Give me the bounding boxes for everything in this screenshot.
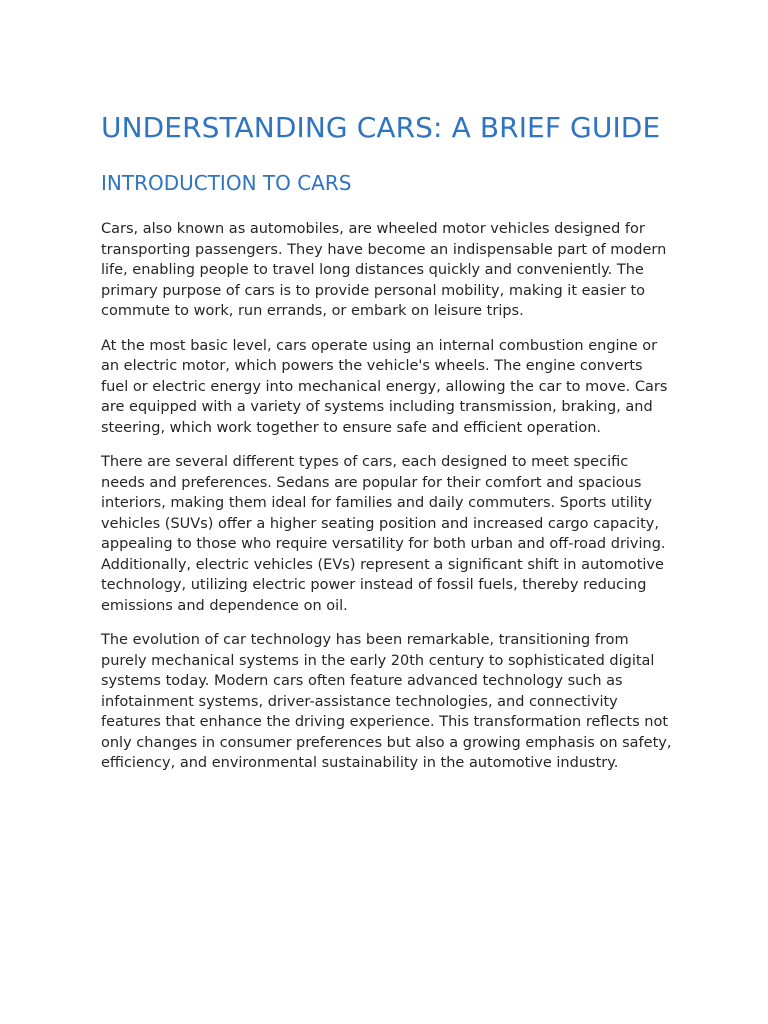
paragraph-operation: At the most basic level, cars operate using an internal combustion engine or an electric motor, which powers the vehicle's wheels. The engine converts fuel or electric energy into mechanical energy, allowing the car to move. Cars are equipped with a variety of systems including transmission, braking, and steering, which work together to ensure safe and efficient operation. [101,337,668,436]
paragraph-intro: Cars, also known as automobiles, are wheeled motor vehicles designed for transporting passengers. They have become an indispensable part of modern life, enabling people to travel long distances quickly and conveniently. The primary purpose of cars is to provide personal mobility, making it easier to commute to work, run errands, or embark on leisure trips. [101,221,667,319]
document-content [101,108,673,774]
paragraph-evolution: The evolution of car technology has been remarkable, transitioning from purely mechanical systems in the early 20th century to sophisticated digital systems today. Modern cars often feature advanced technology such as infotainment systems, driver-assistance technologies, and connectivity features that enhance the driving experience. This transformation reflects not only changes in consumer preferences but also a growing emphasis on safety, efficiency, and environmental sustainability in the automotive industry. [101,632,672,771]
paragraph-types: There are several different types of cars, each designed to meet specific needs and preferences. Sedans are popular for their comfort and spacious interiors, making them ideal for families and daily commuters. Sports utility vehicles (SUVs) offer a higher seating position and increased cargo capacity, appealing to those who require versatility for both urban and off-road driving. Additionally, electric vehicles (EVs) represent a significant shift in automotive technology, utilizing electric power instead of fossil fuels, thereby reducing emissions and dependence on oil. [101,454,666,614]
document-title: UNDERSTANDING CARS: A BRIEF GUIDE [101,111,661,144]
section-heading: INTRODUCTION TO CARS [101,171,352,195]
